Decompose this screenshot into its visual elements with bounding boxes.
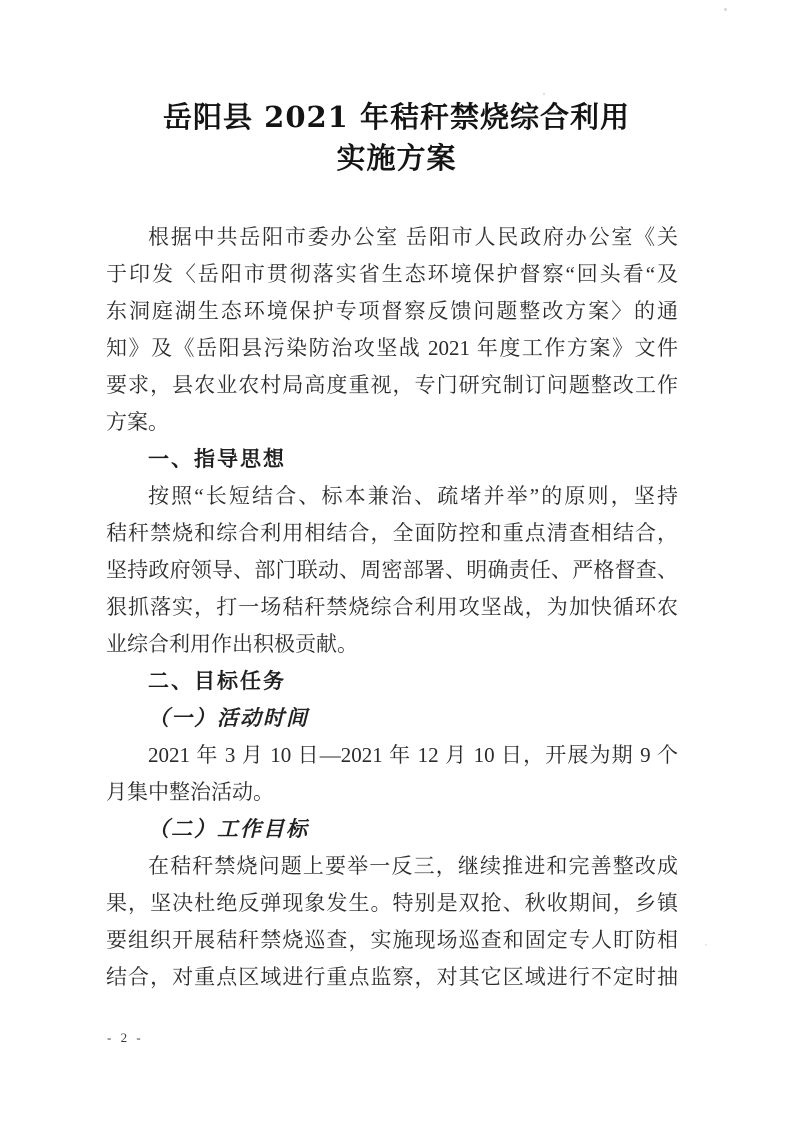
text-line: 于印发〈岳阳市贯彻落实省生态环境保护督察“回头看“及 bbox=[106, 262, 678, 286]
text-line: 要求，县农业农村局高度重视，专门研究制订问题整改工作 bbox=[106, 373, 678, 397]
scan-speck bbox=[705, 944, 707, 946]
text-line: 知》及《岳阳县污染防治攻坚战 2021 年度工作方案》文件 bbox=[106, 336, 678, 360]
text-line: 果，坚决杜绝反弹现象发生。特别是双抢、秋收期间，乡镇 bbox=[106, 891, 678, 915]
text-line: 坚持政府领导、部门联动、周密部署、明确责任、严格督查、 bbox=[106, 558, 678, 582]
document-title-line-2: 实施方案 bbox=[336, 141, 457, 175]
text-line: 一、指导思想 bbox=[148, 448, 286, 471]
text-line: 东洞庭湖生态环境保护专项督察反馈问题整改方案〉的通 bbox=[106, 299, 678, 323]
text-line: （二）工作目标 bbox=[148, 817, 309, 841]
text-line: 结合，对重点区域进行重点监察，对其它区域进行不定时抽 bbox=[106, 965, 678, 989]
text-line: 业综合利用作出积极贡献。 bbox=[106, 632, 358, 656]
text-line: 在秸秆禁烧问题上要举一反三，继续推进和完善整改成 bbox=[148, 854, 678, 878]
scan-speck bbox=[724, 8, 727, 11]
scan-speck bbox=[543, 93, 545, 95]
text-line: 狠抓落实，打一场秸秆禁烧综合利用攻坚战，为加快循环农 bbox=[106, 595, 678, 619]
text-line: （一）活动时间 bbox=[148, 706, 309, 730]
document-title bbox=[0, 97, 793, 179]
text-line: 根据中共岳阳市委办公室 岳阳市人民政府办公室《关 bbox=[148, 225, 678, 249]
document-body bbox=[106, 219, 678, 996]
document-title-line-1: 岳阳县 2021 年秸秆禁烧综合利用 bbox=[163, 100, 630, 134]
text-line: 月集中整治活动。 bbox=[106, 780, 274, 804]
text-line: 按照“长短结合、标本兼治、疏堵并举”的原则，坚持 bbox=[148, 484, 678, 508]
text-line: 秸秆禁烧和综合利用相结合，全面防控和重点清查相结合， bbox=[106, 521, 678, 545]
text-line: 要组织开展秸秆禁烧巡查，实施现场巡查和固定专人盯防相 bbox=[106, 928, 678, 952]
text-line: 2021 年 3 月 10 日—2021 年 12 月 10 日，开展为期 9 个 bbox=[148, 743, 678, 767]
text-line: 方案。 bbox=[106, 410, 169, 434]
page-number: - 2 - bbox=[107, 1030, 144, 1045]
text-line: 二、目标任务 bbox=[148, 670, 286, 693]
